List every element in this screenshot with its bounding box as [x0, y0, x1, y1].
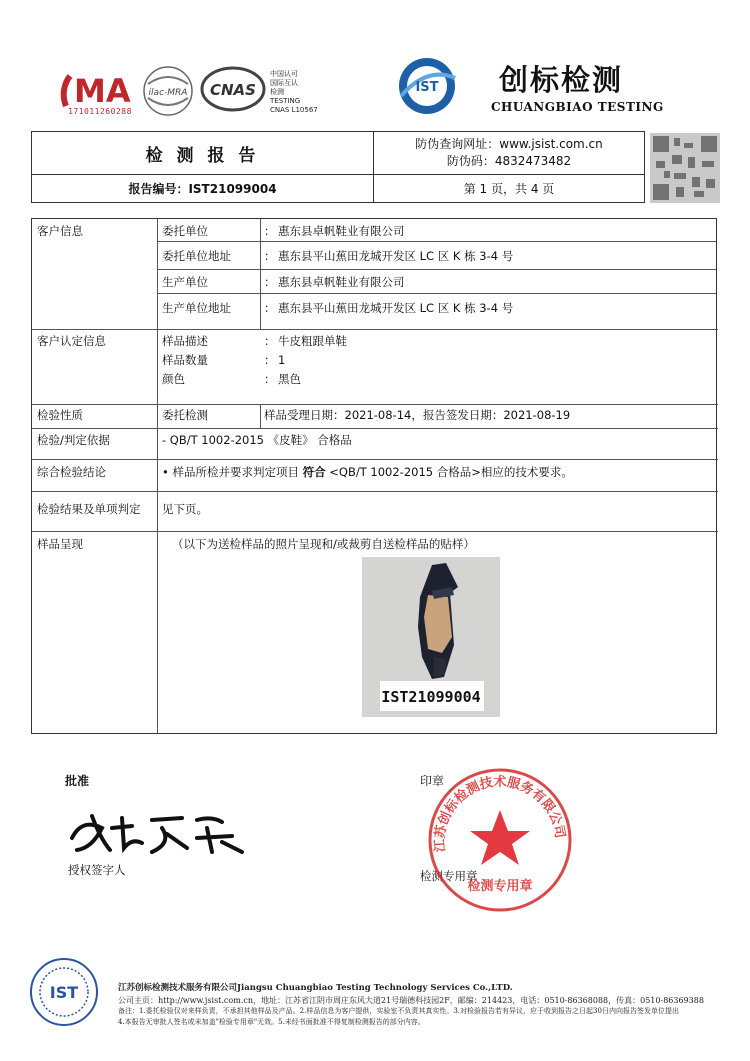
field-producer-address-label: 生产单位地址 [162, 301, 231, 315]
result-label: 检验结果及单项判定 [37, 502, 141, 516]
cnas-logo [200, 66, 266, 112]
svg-text:IST: IST [415, 80, 439, 95]
report-title: 检 测 报 告 [145, 145, 260, 166]
field-producer-label: 生产单位 [162, 275, 208, 289]
svg-text:江苏创标检测技术服务有限公司: 江苏创标检测技术服务有限公司 [432, 774, 568, 853]
verify-code: 防伪码：4832473482 [446, 154, 572, 168]
footer-company: 江苏创标检测技术服务有限公司Jiangsu Chuangbiao Testing Technology Services Co.,LTD. [118, 983, 513, 993]
verify-url: 防伪查询网址：www.jsist.com.cn [415, 137, 603, 151]
nature-dates: 样品受理日期：2021-08-14，报告签发日期：2021-08-19 [264, 408, 571, 422]
seal-use-label: 检测专用章 [420, 869, 478, 883]
svg-text:MA: MA [74, 72, 131, 110]
basis-label: 检验/判定依据 [37, 433, 110, 447]
approve-label: 批准 [65, 774, 90, 788]
svg-text:CNAS: CNAS [210, 81, 256, 99]
signer-label: 授权签字人 [68, 863, 126, 877]
photo-label: 样品呈现 [37, 537, 83, 551]
sample-photo [362, 557, 500, 717]
svg-text:IST: IST [49, 983, 79, 1002]
cnas-text: 中国认可 国际互认 检测 TESTING CNAS L10567 [270, 70, 318, 114]
svg-text:检测专用章: 检测专用章 [467, 879, 533, 894]
field-color-label: 颜色 [162, 372, 185, 386]
svg-text:ilac-MRA: ilac-MRA [148, 88, 188, 98]
result-value: 见下页。 [162, 502, 208, 516]
conclusion-label: 综合检验结论 [37, 465, 106, 479]
ilac-mra-logo [142, 64, 194, 118]
footer-ist-logo [28, 956, 100, 1028]
company-seal-icon [425, 765, 575, 915]
field-client-name-value: 惠东县卓帆鞋业有限公司 [278, 224, 405, 238]
field-client-address-value: 惠东县平山蕉田龙城开发区 LC 区 K 栋 3-4 号 [278, 249, 514, 263]
field-sample-desc-value: 牛皮粗跟单鞋 [278, 334, 347, 348]
field-producer-address-value: 惠东县平山蕉田龙城开发区 LC 区 K 栋 3-4 号 [278, 301, 514, 315]
conclusion-text: • 样品所检并要求判定项目 符合 <QB/T 1002-2015 合格品>相应的技术要求。 [162, 465, 573, 479]
nature-label: 检验性质 [37, 408, 83, 422]
field-producer-value: 惠东县卓帆鞋业有限公司 [278, 275, 405, 289]
brand-name-cn: 创标检测 [499, 63, 624, 97]
report-number: 报告编号：IST21099004 [128, 182, 277, 196]
field-sample-qty-label: 样品数量 [162, 353, 208, 367]
field-client-name-label: 委托单位 [162, 224, 208, 238]
report-main-table: 客户信息 委托单位 ： 惠东县卓帆鞋业有限公司 委托单位地址 ： 惠东县平山蕉田龙城开发区 LC 区 K 栋 3-4 号 生产单位 ： 惠东县卓帆鞋业有限公司 生产单位地址 ： 惠东县平山蕉田龙城开发区 LC 区 K 栋 3-4 号 客户认定信息 样品描述 ： 牛皮粗跟单鞋 样品数量 ： 1 颜色 ： 黑色 检验性质 委托检测 样品受理日期：2021-08-14，报告签发日期：2021-08-19 检验/判定依据 - QB/T 1002-2015 《皮鞋》 合格品 综合检验结论 • 样品所检并要求判定项目 符合 <QB/T 1002-2015 合格品>相应的技术要求。 检验结果及单项判定 见下页。 样品呈现 （以下为送检样品的照片呈现和/或裁剪自送检样品的贴样） [31, 218, 717, 734]
nature-type: 委托检测 [162, 408, 208, 422]
ist-logo [397, 56, 457, 116]
field-sample-desc-label: 样品描述 [162, 334, 208, 348]
footer-note-2: 4.本报告无审批人签名或未加盖"检验专用章"无效。5.未经书面批准不得复制检测报告的部分内容。 [118, 1018, 425, 1026]
svg-text:IST21099004: IST21099004 [381, 688, 481, 706]
photo-caption: （以下为送检样品的照片呈现和/或裁剪自送检样品的贴样） [172, 537, 475, 551]
qr-code-icon [650, 133, 720, 203]
field-sample-qty-value: 1 [278, 353, 286, 367]
footer-note-1: 备注：1.委托检验仅对来样负责，不承担其他样品及产品。2.样品信息为客户提供，实验室不负责其真实性。3.对检验报告若有异议，应于收到报告之日起30日内向报告签发单位提出 [118, 1007, 679, 1015]
basis-value: - QB/T 1002-2015 《皮鞋》 合格品 [162, 433, 352, 447]
brand-name-en: CHUANGBIAO TESTING [491, 100, 664, 114]
section-client-label: 客户信息 [37, 224, 83, 238]
section-sample-label: 客户认定信息 [37, 334, 106, 348]
page-info: 第 1 页，共 4 页 [463, 182, 555, 196]
signature-image [62, 808, 262, 858]
field-client-address-label: 委托单位地址 [162, 249, 231, 263]
report-header-table [31, 131, 645, 203]
field-color-value: 黑色 [278, 372, 301, 386]
seal-label: 印章 [420, 774, 445, 788]
cma-code: 171011260288 [68, 107, 132, 116]
footer-contact: 公司主页：http://www.jsist.com.cn，地址：江苏省江阴市周庄东风大道21号瑞德科技园2F，邮编：214423，电话：0510-86368088，传真：0510-86369388 [118, 996, 704, 1005]
